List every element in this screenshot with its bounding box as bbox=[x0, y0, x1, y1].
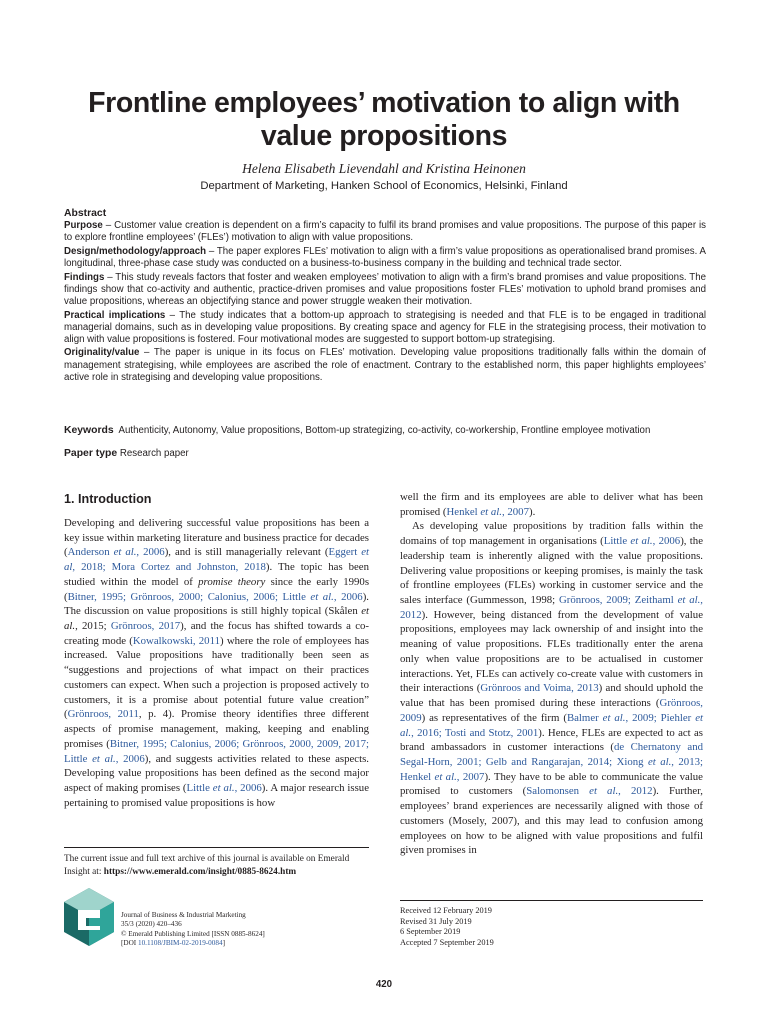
body-text: ). Further, employees’ brand experiences are necessarily aligned with those of customers (Mosely, 2007), and this may lead to confusion among employees on how to be aligned with value propositions and fulfil given promises in bbox=[400, 785, 704, 857]
abstract-heading: Abstract bbox=[64, 208, 107, 219]
body-text: , p. 4). Promise theory identifies three different aspects of promise management, making, keeping and enabling promises ( bbox=[64, 708, 370, 750]
citation-link[interactable]: , 2013; Henkel bbox=[400, 755, 704, 783]
date-revised-1: Revised 31 July 2019 bbox=[400, 916, 472, 926]
intro-paragraph-1-continued bbox=[400, 490, 703, 519]
body-text: Developing and delivering successful value propositions has been a key issue within marketing literature and business practice for decades ( bbox=[64, 517, 369, 559]
paper-type-text: Research paper bbox=[119, 448, 189, 459]
article-title-line-1: Frontline employees’ motivation to align with bbox=[88, 87, 680, 119]
abstract-purpose bbox=[64, 220, 706, 244]
citation-link[interactable]: et al. bbox=[630, 535, 653, 548]
citation-link[interactable]: et al bbox=[64, 546, 370, 574]
abstract bbox=[64, 208, 706, 385]
authors: Helena Elisabeth Lievendahl and Kristina Heinonen bbox=[242, 161, 526, 176]
citation-link[interactable]: Grönroos, 2017 bbox=[110, 620, 181, 633]
abstract-originality-text: – The paper is unique in its focus on FLEs’ motivation. Developing value propositions traditionally falls within the domain of management strategising, while employees are ascribed the role of enactment. Contrary to the established norm, this paper highlights employees’ active role in strategising and developing value propositions. bbox=[64, 347, 706, 383]
abstract-purpose-label: Purpose bbox=[64, 220, 103, 232]
body-text: ), the leadership team is inherently aligned with the value propositions. Delivering value propositions or keeping promises, is mainly the task of frontline employees (FLEs) working in customer service and the sales interface (Gummesson, 1998; bbox=[400, 535, 703, 607]
citation-link[interactable]: Grönroos and Voima, 2013 bbox=[480, 682, 599, 695]
body-text: ). The topic has been studied within the model of bbox=[64, 561, 369, 588]
body-text: since the early 1990s ( bbox=[64, 575, 370, 603]
citation-link[interactable]: , 2006 bbox=[115, 752, 145, 765]
intro-right-column bbox=[400, 490, 703, 858]
body-text: ). bbox=[528, 505, 536, 518]
intro-left-column bbox=[64, 516, 369, 810]
italic-text: promise theory bbox=[198, 575, 266, 588]
body-text: ). A major research issue pertaining to promised value propositions is how bbox=[64, 781, 369, 809]
keywords-label: Keywords bbox=[64, 425, 114, 436]
citation-link[interactable]: Grönroos, 2009; Zeithaml bbox=[558, 594, 678, 607]
abstract-design-text: – The paper explores FLEs’ motivation to align with a firm’s value propositions as operationalised brand promises. A longitudinal, three-phase case study was conducted on a business-to-business company in the building and technical trade sector. bbox=[64, 245, 706, 270]
emerald-publishing-logo-icon bbox=[64, 888, 114, 946]
section-heading-introduction: 1. Introduction bbox=[64, 492, 152, 506]
citation-link[interactable]: Grönroos, 2011 bbox=[67, 708, 139, 721]
citation-link[interactable]: , 2006 bbox=[136, 546, 165, 559]
dates-rule bbox=[400, 900, 703, 901]
citation-link[interactable]: et al. bbox=[310, 590, 334, 603]
abstract-purpose-text: – Customer value creation is dependent on a firm’s capacity to fulfil its brand promises and value propositions. The purpose of this paper is to explore frontline employees’ (FLEs’) motivation to align with value propositions. bbox=[64, 220, 706, 244]
citation-link[interactable]: , 2009; Piehler bbox=[625, 711, 696, 724]
body-text: ). However, being distanced from the development of value propositions, employees may lack ownership of and insight into the meaning of value propositions. FLEs traditionally enter the arena only when value propositions are to be actualised in customer interactions. Yet, FLEs can actively co-create value with customers in their interactions ( bbox=[400, 608, 703, 695]
footnote-url[interactable]: https://www.emerald.com/insight/0885-8624.htm bbox=[103, 866, 297, 877]
citation-link[interactable]: et al. bbox=[647, 755, 672, 768]
date-accepted: Accepted 7 September 2019 bbox=[400, 937, 494, 947]
abstract-practical bbox=[64, 310, 706, 347]
body-text: ), and the focus has shifted towards a co-creating mode ( bbox=[64, 620, 369, 647]
footnote-text: The current issue and full text archive of this journal is available on Emerald Insight at: bbox=[64, 854, 350, 877]
citation-link[interactable]: et al. bbox=[113, 546, 137, 559]
intro-paragraph-1 bbox=[64, 516, 369, 810]
body-text: well the firm and its employees are able to deliver what has been promised ( bbox=[400, 491, 703, 518]
journal-publisher: © Emerald Publishing Limited [ISSN 0885-8624] bbox=[121, 929, 265, 938]
citation-link[interactable]: et al. bbox=[434, 770, 457, 783]
abstract-findings-label: Findings bbox=[64, 271, 105, 283]
paper-type bbox=[64, 447, 724, 460]
citation-link[interactable]: Kowalkowski, 2011 bbox=[132, 634, 220, 647]
doi-prefix: [DOI bbox=[121, 938, 138, 947]
journal-volume: 35/3 (2020) 420–436 bbox=[121, 920, 182, 929]
italic-text: et al. bbox=[64, 605, 369, 633]
citation-link[interactable]: , 2016; Tosti and Stotz, 2001 bbox=[411, 726, 539, 739]
abstract-originality-label: Originality/value bbox=[64, 347, 140, 359]
journal-name: Journal of Business & Industrial Marketing bbox=[121, 911, 246, 919]
submission-dates bbox=[400, 906, 703, 948]
body-text: ). Hence, FLEs are expected to act as brand ambassadors in customer interactions ( bbox=[400, 726, 703, 754]
citation-link[interactable]: et al. bbox=[212, 781, 235, 794]
citation-link[interactable]: et al. bbox=[589, 785, 619, 798]
citation-link[interactable]: , 2006 bbox=[234, 781, 262, 794]
citation-link[interactable]: Little bbox=[186, 781, 213, 794]
body-text: ), and is still managerially relevant ( bbox=[164, 546, 329, 559]
abstract-findings bbox=[64, 272, 706, 309]
keywords bbox=[64, 424, 724, 437]
citation-link[interactable]: Balmer bbox=[566, 711, 603, 724]
citation-link[interactable]: Bitner, 1995; Calonius, 2006; Grönroos, 2000, 2009, 2017; Little bbox=[64, 737, 369, 765]
citation-link[interactable]: Little bbox=[603, 535, 631, 548]
abstract-design bbox=[64, 246, 706, 270]
date-revised-2: 6 September 2019 bbox=[400, 927, 461, 937]
citation-link[interactable]: Bitner, 1995; Grönroos, 2000; Calonius, 2006; Little bbox=[67, 590, 311, 603]
citation-link[interactable]: Henkel bbox=[446, 505, 481, 518]
citation-link[interactable]: Eggert bbox=[328, 546, 362, 559]
body-text: ) where the role of employees has increased. Value propositions have traditionally been seen as “suggestions and projections of what impact on their practices customers can expect. When such a projection is proposed actively to customers, it is a promise about potential future value creation” ( bbox=[64, 634, 369, 721]
article-title bbox=[40, 87, 728, 153]
citation-link[interactable]: et al. bbox=[480, 505, 502, 518]
body-text: ) as representatives of the firm ( bbox=[421, 711, 567, 724]
abstract-findings-text: – This study reveals factors that foster and weaken employees’ motivation to align with a firm’s brand promises and value propositions. The findings show that co-activity and authentic, practice-driven promises and value propositions foster FLEs’ motivation to uphold brand promises and value propositions, whereas an objectifying stance and power struggle weaken their motivation. bbox=[64, 271, 706, 308]
citation-link[interactable]: de Chernatony and Segal-Horn, 2001; Gelb and Rangarajan, 2014; Xiong bbox=[400, 741, 703, 768]
date-received: Received 12 February 2019 bbox=[400, 906, 492, 915]
citation-link[interactable]: et al. bbox=[92, 752, 116, 765]
citation-link[interactable]: et al. bbox=[602, 711, 626, 724]
citation-link[interactable]: et al. bbox=[400, 711, 703, 739]
abstract-originality bbox=[64, 347, 706, 384]
citation-link[interactable]: Grönroos, 2009 bbox=[400, 697, 703, 724]
body-text: As developing value propositions by tradition falls within the domains of top management in organisations ( bbox=[400, 520, 703, 548]
citation-link[interactable]: et al. bbox=[677, 594, 701, 607]
citation-link[interactable]: , 2018; Mora Cortez and Johnston, 2018 bbox=[72, 561, 266, 574]
page-number: 420 bbox=[375, 979, 393, 990]
footnote-rule bbox=[64, 847, 369, 848]
article-title-line-2: value propositions bbox=[260, 120, 508, 152]
citation-link[interactable]: Anderson bbox=[67, 546, 114, 559]
keywords-text: Authenticity, Autonomy, Value propositions, Bottom-up strategizing, co-activity, co-workership, Frontline employee motivation bbox=[118, 425, 651, 436]
citation-link[interactable]: , 2012 bbox=[400, 594, 703, 621]
paper-type-label: Paper type bbox=[64, 448, 118, 459]
citation-link[interactable]: , 2007 bbox=[501, 505, 529, 518]
citation-link[interactable]: Salomonsen bbox=[526, 785, 590, 798]
citation-link[interactable]: , 2007 bbox=[456, 770, 485, 783]
body-text: , 2015; bbox=[75, 620, 111, 633]
body-text: ), and suggests activities related to these aspects. Developing value propositions has been defined as the second major aspect of making promises ( bbox=[64, 752, 369, 794]
footnote bbox=[64, 853, 369, 878]
citation-link[interactable]: , 2006 bbox=[652, 535, 681, 548]
doi-suffix: ] bbox=[222, 938, 225, 947]
citation-link[interactable]: , 2006 bbox=[333, 590, 363, 603]
citation-link[interactable]: , 2012 bbox=[618, 785, 653, 798]
affiliation: Department of Marketing, Hanken School of Economics, Helsinki, Finland bbox=[200, 180, 568, 192]
intro-paragraph-2 bbox=[400, 519, 703, 858]
abstract-design-label: Design/methodology/approach bbox=[64, 245, 207, 257]
body-text: ) and should uphold the value that has been promised during these interactions ( bbox=[400, 682, 703, 710]
body-text: ). They have to be able to communicate the value promised to customers ( bbox=[400, 770, 703, 798]
abstract-practical-label: Practical implications bbox=[64, 309, 166, 321]
journal-doi-line bbox=[121, 939, 371, 948]
abstract-practical-text: – The study indicates that a bottom-up approach to strategising is needed and that FLE is to be engaged in traditional managerial domains, such as in developing value propositions. By creating space and agency for FLE in the strategising process, their motivation to align with value propositions is fostered. Four motivational modes are suggested to support bottom-up strategising. bbox=[64, 309, 706, 345]
body-text: ). The discussion on value propositions is still highly topical (Skålen bbox=[64, 590, 369, 618]
journal-info bbox=[121, 911, 371, 948]
doi-link[interactable]: 10.1108/JBIM-02-2019-0084 bbox=[137, 938, 223, 947]
